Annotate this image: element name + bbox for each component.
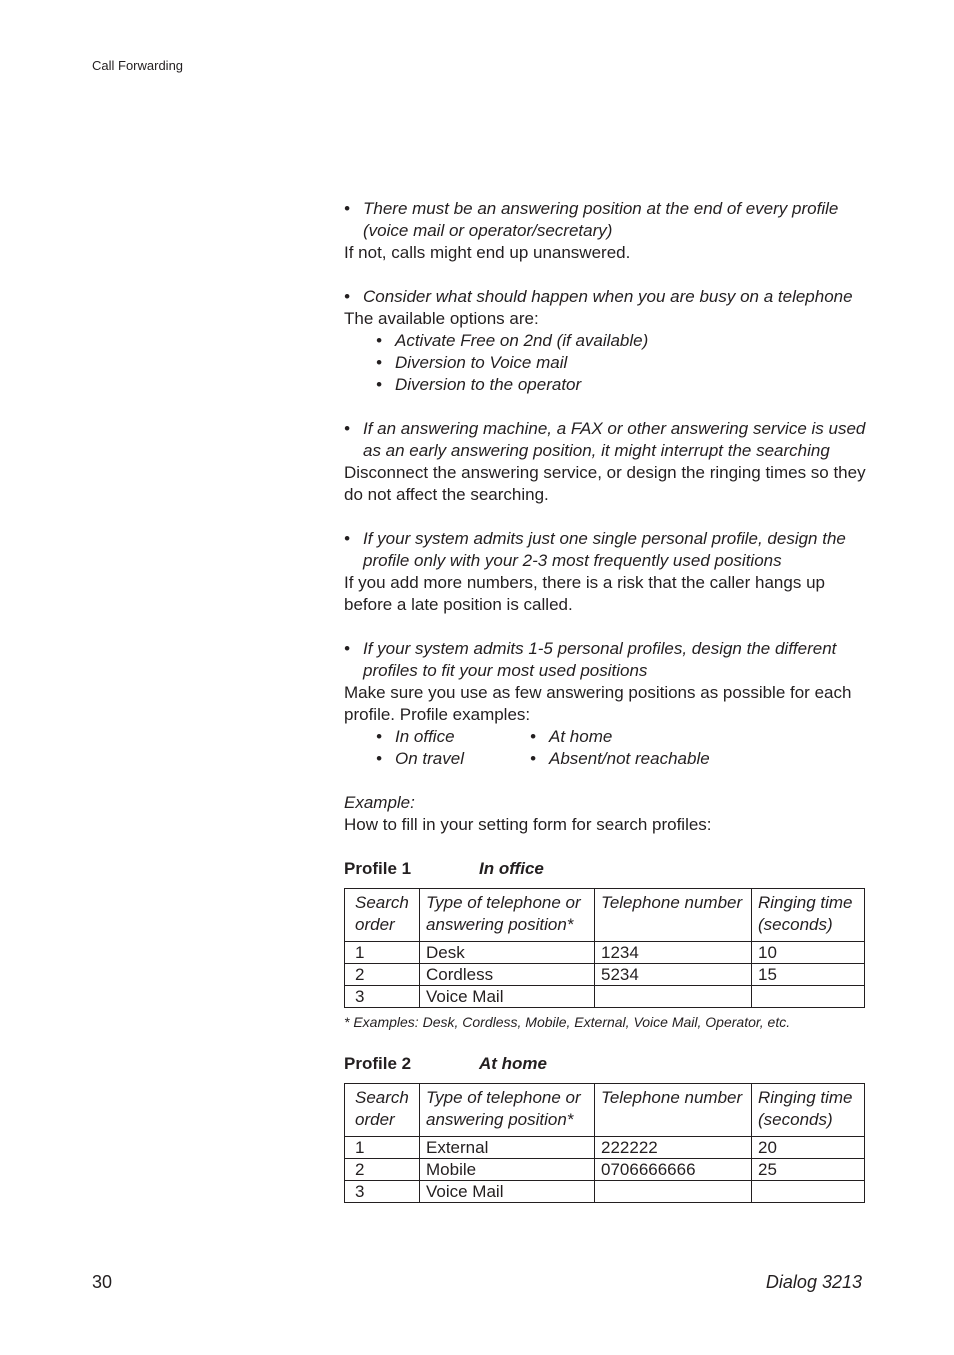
note-3 xyxy=(344,418,869,506)
bullet-icon: • xyxy=(344,639,350,658)
column-header-type: Type of telephone or answering position* xyxy=(420,889,595,942)
column-header-ringing: Ringing time (seconds) xyxy=(752,1084,865,1137)
note-heading: • Consider what should happen when you are busy on a telephone xyxy=(344,287,853,306)
bullet-icon: • xyxy=(344,529,350,548)
list-item: • Activate Free on 2nd (if available) xyxy=(376,331,649,350)
profile-label: Profile 2 xyxy=(344,1054,412,1073)
column-header-type: Type of telephone or answering position* xyxy=(420,1084,595,1137)
profile-name: At home xyxy=(479,1054,547,1073)
table-footnote: * Examples: Desk, Cordless, Mobile, External, Voice Mail, Operator, etc. xyxy=(344,1014,791,1030)
bullet-icon: • xyxy=(376,749,382,768)
profile-label: Profile 1 xyxy=(344,859,412,878)
profile-1-heading xyxy=(344,858,869,880)
profile-1-table xyxy=(344,888,865,1008)
busy-options-list xyxy=(344,330,869,396)
bullet-icon: • xyxy=(376,353,382,372)
bullet-icon: • xyxy=(376,375,382,394)
note-5 xyxy=(344,638,869,770)
note-body: If you add more numbers, there is a risk that the caller hangs up before a late position is called. xyxy=(344,573,825,614)
example-label: Example: xyxy=(344,793,415,812)
table-row: 2 Mobile 0706666666 25 xyxy=(345,1159,865,1181)
profile-2-table xyxy=(344,1083,865,1203)
bullet-icon: • xyxy=(376,331,382,350)
table-header-row xyxy=(345,1084,865,1137)
bullet-icon: • xyxy=(344,419,350,438)
list-item: • Diversion to Voice mail xyxy=(376,353,568,372)
example-section xyxy=(344,792,869,836)
note-4 xyxy=(344,528,869,616)
note-2 xyxy=(344,286,869,396)
page-number: 30 xyxy=(92,1272,113,1292)
page-body xyxy=(344,198,869,1203)
note-body: Disconnect the answering service, or design the ringing times so they do not affect the searching. xyxy=(344,463,866,504)
table-row: 1 Desk 1234 10 xyxy=(345,942,865,964)
list-item: • On travel xyxy=(376,749,464,768)
note-heading: • If an answering machine, a FAX or other answering service is used as an early answering position, it might interrupt the searching xyxy=(344,419,866,460)
column-header-number: Telephone number xyxy=(595,889,752,942)
table-row: 3 Voice Mail xyxy=(345,986,865,1008)
table-row: 3 Voice Mail xyxy=(345,1181,865,1203)
running-header: Call Forwarding xyxy=(92,58,184,73)
profile-examples-list xyxy=(344,726,869,770)
column-header-number: Telephone number xyxy=(595,1084,752,1137)
bullet-icon: • xyxy=(530,749,536,768)
note-heading: • If your system admits just one single personal profile, design the profile only with your 2-3 most frequently used positions xyxy=(344,529,846,570)
example-text: How to fill in your setting form for search profiles: xyxy=(344,815,712,834)
table-row: 1 External 222222 20 xyxy=(345,1137,865,1159)
note-body: Make sure you use as few answering positions as possible for each profile. Profile examples: xyxy=(344,683,852,724)
profile-2-heading xyxy=(344,1053,869,1075)
bullet-icon: • xyxy=(344,287,350,306)
table-row: 2 Cordless 5234 15 xyxy=(345,964,865,986)
list-item: • In office xyxy=(376,727,455,746)
list-item: • Diversion to the operator xyxy=(376,375,582,394)
document-title: Dialog 3213 xyxy=(765,1272,862,1292)
bullet-icon: • xyxy=(530,727,536,746)
column-header-order: Search order xyxy=(345,889,420,942)
bullet-icon: • xyxy=(376,727,382,746)
list-item: • Absent/not reachable xyxy=(530,749,710,768)
profile-name: In office xyxy=(479,859,544,878)
bullet-icon: • xyxy=(344,199,350,218)
note-body: The available options are: xyxy=(344,309,539,328)
note-heading: • If your system admits 1-5 personal profiles, design the different profiles to fit your most used positions xyxy=(344,639,837,680)
note-heading: • There must be an answering position at the end of every profile (voice mail or operator/secretary) xyxy=(344,199,839,240)
note-1 xyxy=(344,198,869,264)
list-item: • At home xyxy=(530,727,613,746)
note-body: If not, calls might end up unanswered. xyxy=(344,243,631,262)
column-header-order: Search order xyxy=(345,1084,420,1137)
table-header-row xyxy=(345,889,865,942)
column-header-ringing: Ringing time (seconds) xyxy=(752,889,865,942)
